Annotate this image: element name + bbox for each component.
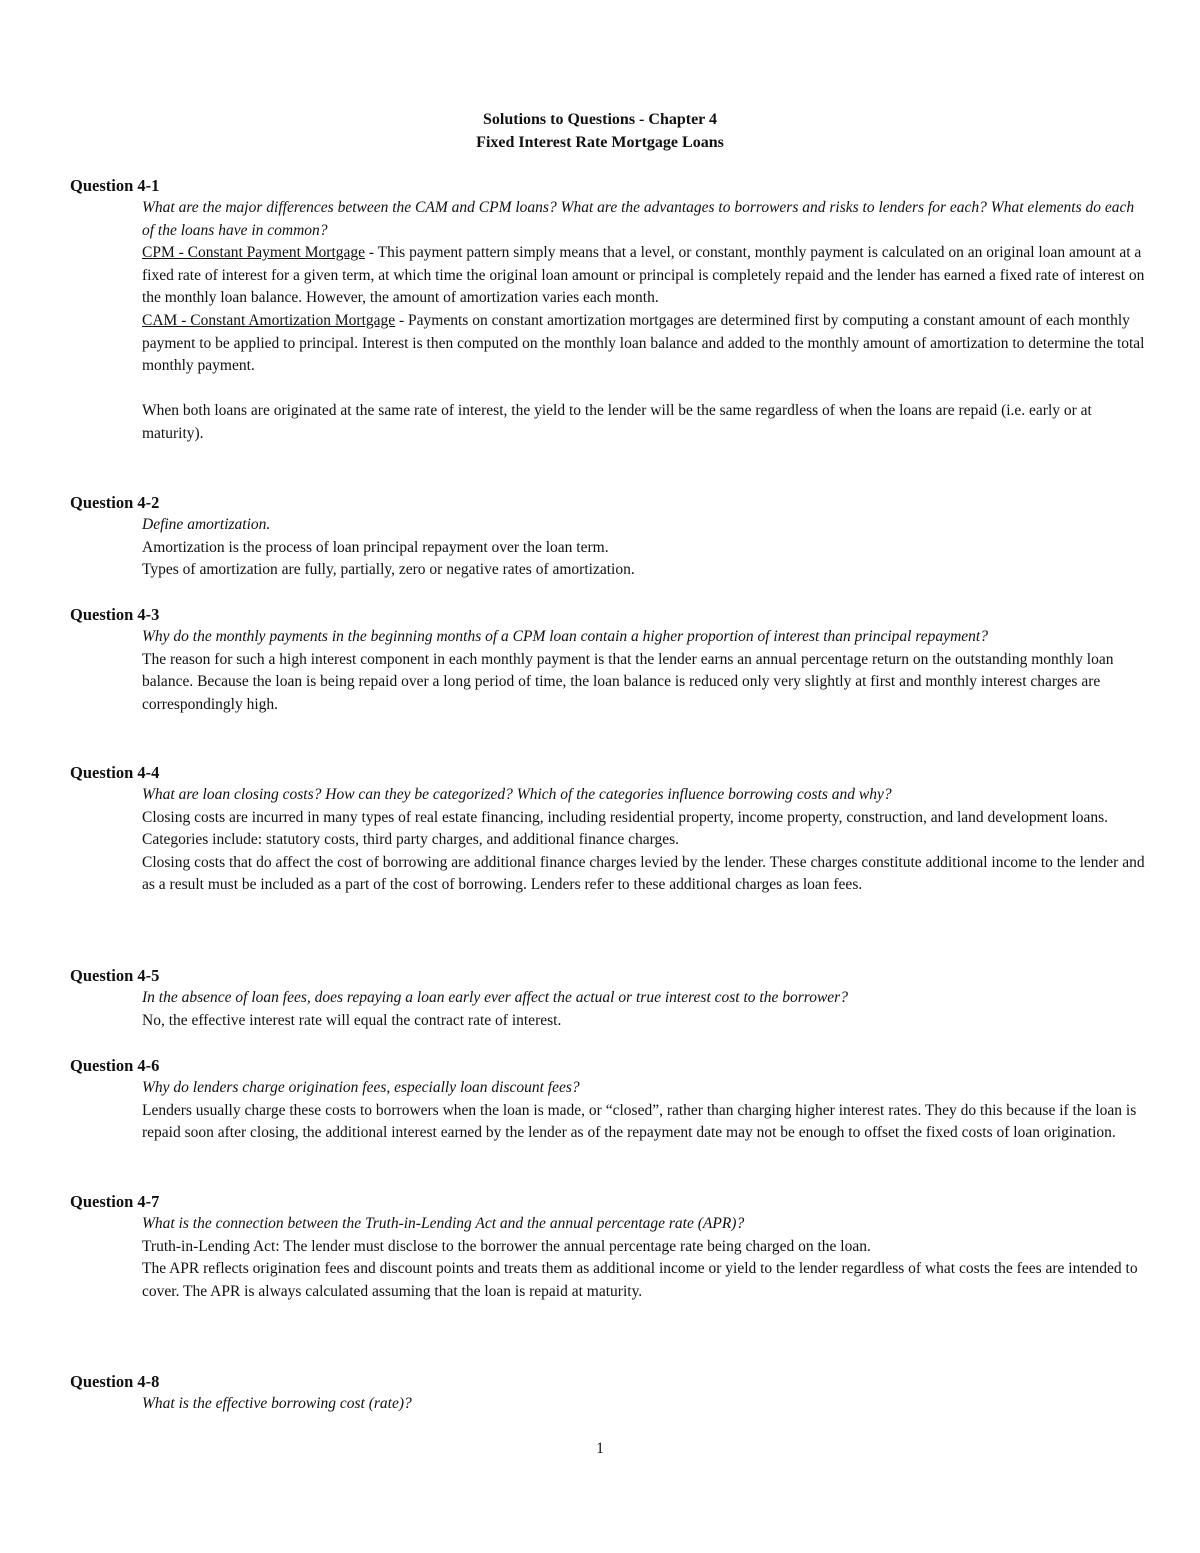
page-number: 1 [596,1440,604,1457]
question-prompt: Why do the monthly payments in the beginning months of a CPM loan contain a higher proportion of interest than principal repayment? [142,628,988,645]
question-4-6 [70,1054,1150,1145]
question-heading: Question 4-7 [70,1192,160,1211]
question-body [142,626,1150,716]
answer-text: Truth-in-Lending Act: The lender must disclose to the borrower the annual percentage rate being charged on the loan. [142,1237,871,1255]
title-line-1: Solutions to Questions - Chapter 4 [483,111,717,128]
answer-text: Amortization is the process of loan principal repayment over the loan term. [142,538,609,556]
question-prompt: Define amortization. [142,516,271,533]
document-title [0,108,1200,154]
question-4-8 [70,1370,1150,1416]
question-prompt: What are the major differences between the CAM and CPM loans? What are the advantages to borrowers and risks to lenders for each? What elements do each of the loans have in common? [142,199,1135,239]
cam-paragraph [142,310,1150,378]
question-prompt: Why do lenders charge origination fees, especially loan discount fees? [142,1079,580,1096]
answer-text: The APR reflects origination fees and discount points and treats them as additional income or yield to the lender regardless of what costs the fees are intended to cover. The APR is always calculated assuming that the loan is repaid at maturity. [142,1260,1138,1300]
cam-term: CAM - Constant Amortization Mortgage [142,311,396,329]
question-4-5 [70,964,1150,1032]
question-body [142,784,1150,897]
question-heading: Question 4-3 [70,605,160,624]
question-body [142,514,1150,582]
question-heading: Question 4-2 [70,493,160,512]
title-line-2: Fixed Interest Rate Mortgage Loans [476,134,724,151]
answer-text: Categories include: statutory costs, third party charges, and additional finance charges. [142,831,680,849]
question-4-1 [70,174,1150,446]
question-body [142,987,1150,1032]
cam-description: - Payments on constant amortization mortgages are determined first by computing a constant amount of each monthly payment to be applied to principal. Interest is then computed on the monthly loan balance and added to the monthly amount of amortization to determine the total monthly payment. [142,311,1145,375]
question-heading: Question 4-5 [70,966,160,985]
question-body [142,197,1150,446]
question-heading: Question 4-1 [70,176,160,195]
cpm-term: CPM - Constant Payment Mortgage [142,244,366,262]
cpm-paragraph [142,242,1150,310]
cpm-description: - This payment pattern simply means that a level, or constant, monthly payment is calculated on an original loan amount at a fixed rate of interest for a given term, at which time the original loan amount or principal is completely repaid and the lender has earned a fixed rate of interest on the monthly loan balance. However, the amount of amortization varies each month. [142,244,1145,307]
question-prompt: What is the effective borrowing cost (rate)? [142,1395,412,1412]
question-4-2 [70,491,1150,582]
question-body [142,1077,1150,1145]
question-prompt: What is the connection between the Truth-in-Lending Act and the annual percentage rate (APR)? [142,1215,745,1232]
question-body [142,1393,1150,1416]
question-heading: Question 4-6 [70,1056,160,1075]
question-4-3 [70,603,1150,716]
question-body [142,1213,1150,1303]
answer-text: When both loans are originated at the same rate of interest, the yield to the lender will be the same regardless of when the loans are repaid (i.e. early or at maturity). [142,402,1092,442]
question-prompt: What are loan closing costs? How can they be categorized? Which of the categories influence borrowing costs and why? [142,786,892,803]
answer-text: Lenders usually charge these costs to borrowers when the loan is made, or “closed”, rather than charging higher interest rates. They do this because if the loan is repaid soon after closing, the additional interest earned by the lender as of the repayment date may not be enough to offset the fixed costs of loan origination. [142,1101,1137,1142]
question-prompt: In the absence of loan fees, does repaying a loan early ever affect the actual or true interest cost to the borrower? [142,989,848,1006]
question-heading: Question 4-4 [70,763,160,782]
answer-text: Types of amortization are fully, partially, zero or negative rates of amortization. [142,561,635,579]
question-4-7 [70,1190,1150,1303]
answer-text: No, the effective interest rate will equal the contract rate of interest. [142,1011,562,1029]
question-heading: Question 4-8 [70,1372,160,1391]
answer-text: The reason for such a high interest component in each monthly payment is that the lender earns an annual percentage return on the outstanding monthly loan balance. Because the loan is being repaid over a long period of time, the loan balance is reduced only very slightly at first and monthly interest charges are correspondingly high. [142,650,1114,713]
question-4-4 [70,761,1150,897]
answer-text: Closing costs are incurred in many types of real estate financing, including residential property, income property, construction, and land development loans. [142,808,1109,826]
answer-text: Closing costs that do affect the cost of borrowing are additional finance charges levied by the lender. These charges constitute additional income to the lender and as a result must be included as a part of the cost of borrowing. Lenders refer to these additional charges as loan fees. [142,853,1145,894]
